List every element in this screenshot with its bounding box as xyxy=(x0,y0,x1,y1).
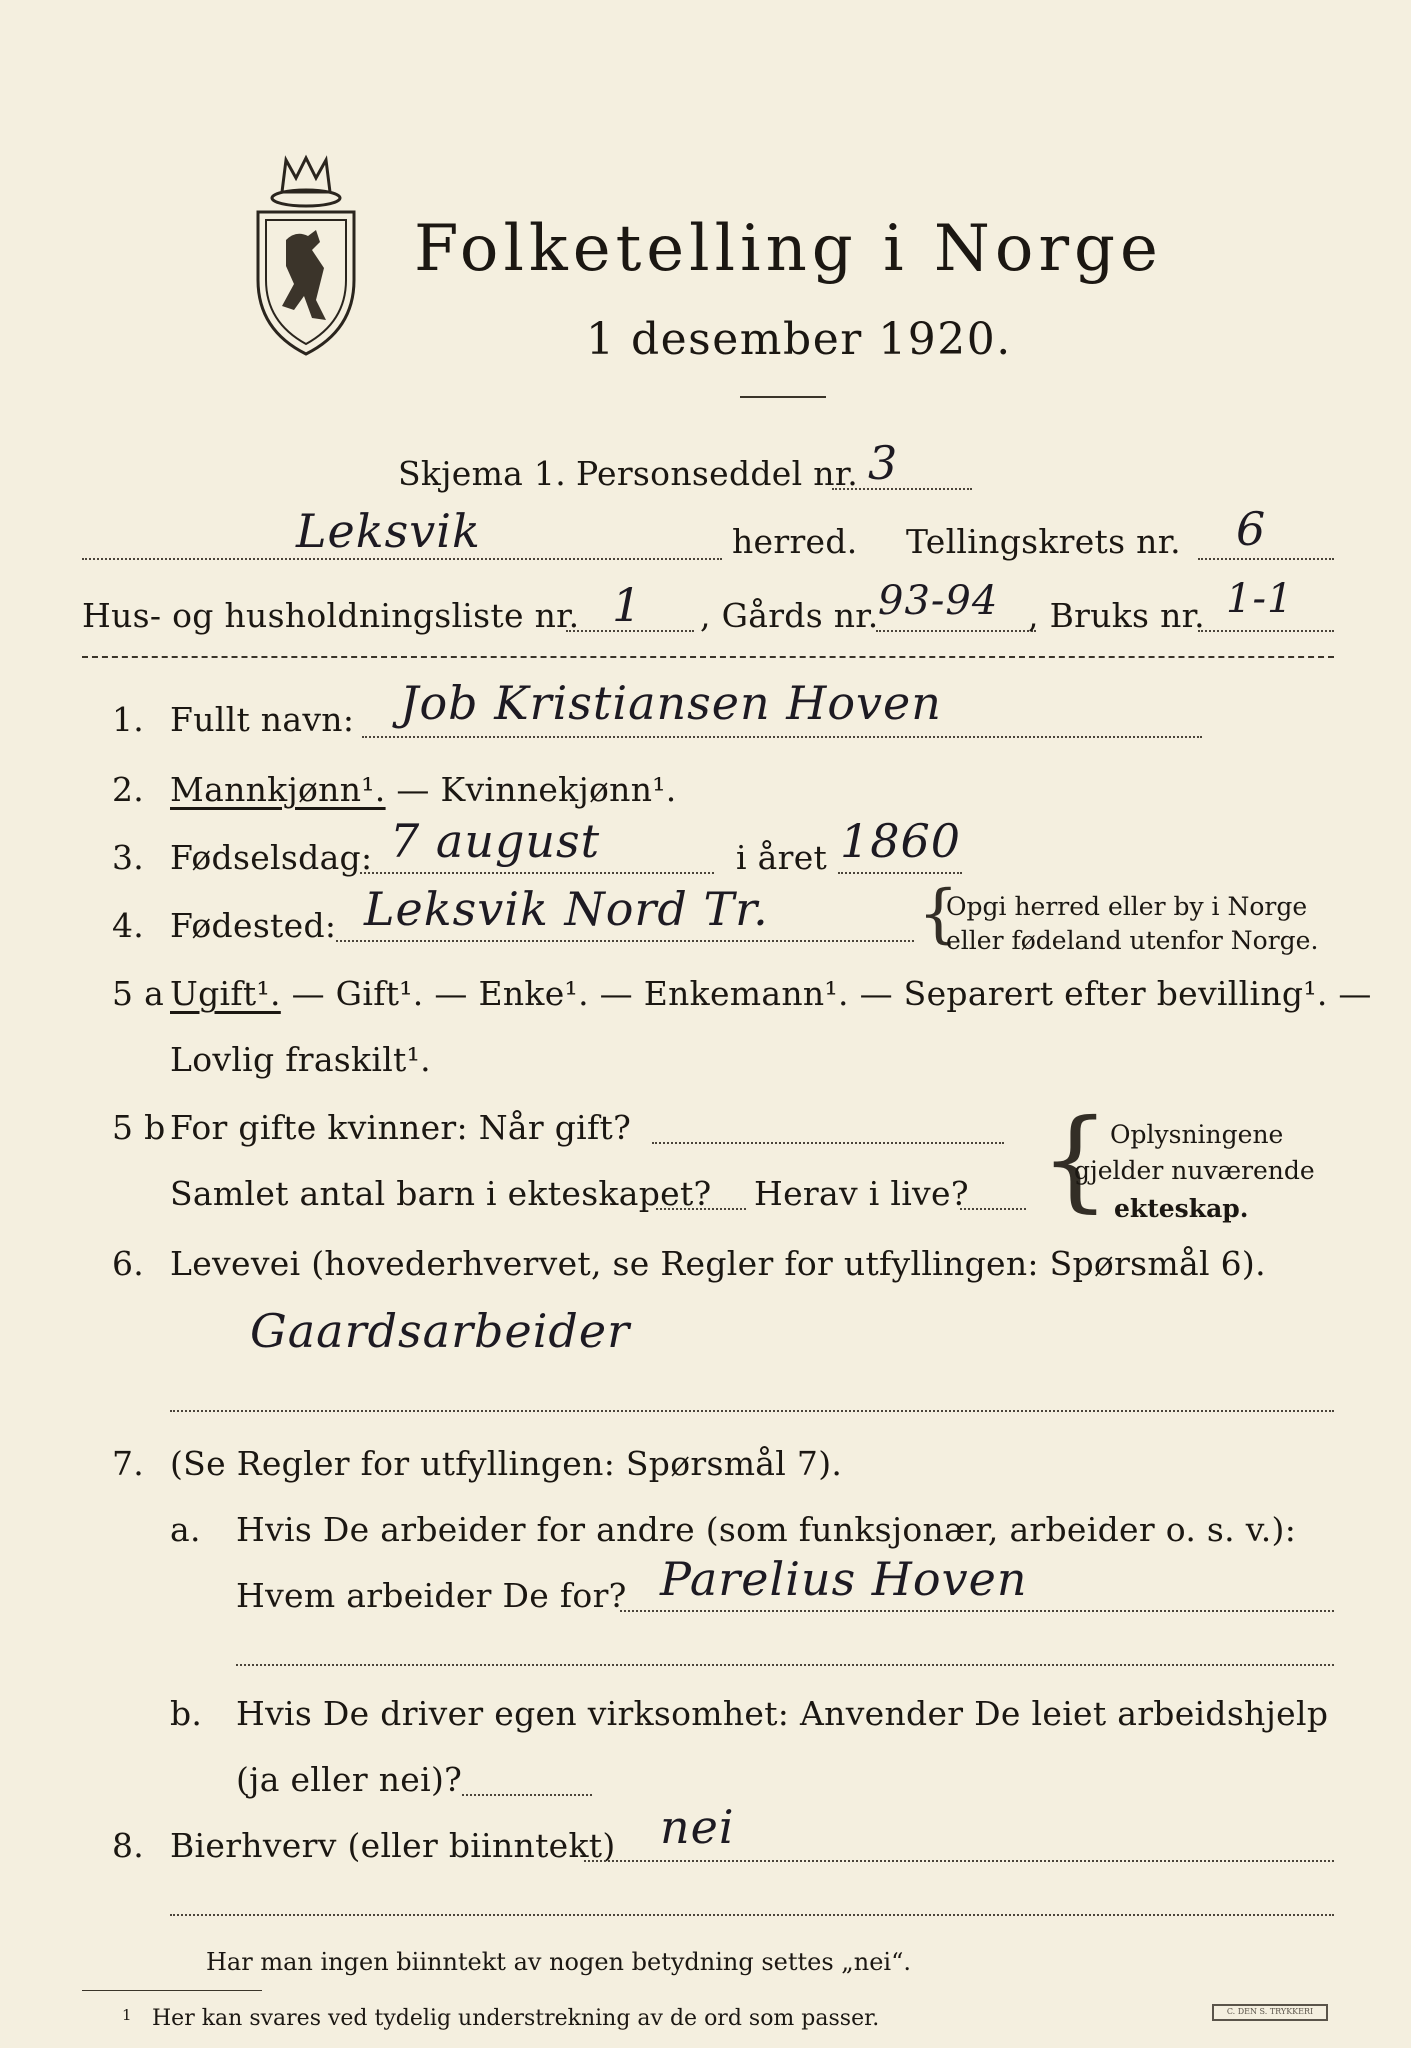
bruks-label: , Bruks nr. xyxy=(1028,596,1205,635)
employer-line-2 xyxy=(236,1664,1334,1666)
q5a-number: 5 a xyxy=(112,974,165,1013)
employer-line xyxy=(620,1610,1334,1612)
q8-number: 8. xyxy=(112,1826,145,1865)
q5b-note3: ekteskap. xyxy=(1114,1194,1249,1223)
herred-line xyxy=(82,558,722,560)
occupation-field[interactable]: Gaardsarbeider xyxy=(250,1304,631,1358)
married-when-line[interactable] xyxy=(652,1142,1004,1144)
personseddel-number-field[interactable]: 3 xyxy=(868,436,899,490)
q7-label: (Se Regler for utfyllingen: Spørsmål 7). xyxy=(170,1444,843,1483)
q4-line xyxy=(336,940,914,942)
tellingskrets-label: Tellingskrets nr. xyxy=(906,522,1181,561)
ugift-option[interactable]: Ugift¹. xyxy=(170,974,281,1013)
q6-label: Levevei (hovederhvervet, se Regler for utfyllingen: Spørsmål 6). xyxy=(170,1244,1266,1283)
q3-year-label: i året xyxy=(736,838,828,877)
female-option[interactable]: Kvinnekjønn¹. xyxy=(440,770,677,809)
q2-number: 2. xyxy=(112,770,145,809)
q5b-number: 5 b xyxy=(112,1108,166,1147)
lovlig-fraskilt-option[interactable]: Lovlig fraskilt¹. xyxy=(170,1040,431,1079)
printer-stamp: C. DEN S. TRYKKERI xyxy=(1212,2004,1328,2021)
gards-label: , Gårds nr. xyxy=(700,596,879,635)
footnote-text: Her kan svares ved tydelig understrekning av de ord som passer. xyxy=(152,2006,880,2031)
children-alive-line[interactable] xyxy=(960,1208,1026,1210)
tellingskrets-line xyxy=(1198,558,1334,560)
census-date: 1 desember 1920. xyxy=(586,314,1012,365)
q8-line xyxy=(584,1860,1334,1862)
tellingskrets-field[interactable]: 6 xyxy=(1236,502,1267,556)
q7a-letter: a. xyxy=(170,1510,201,1549)
footnote-rule xyxy=(82,1990,262,1991)
q4-brace: { xyxy=(918,877,959,951)
birthplace-field[interactable]: Leksvik Nord Tr. xyxy=(364,882,769,936)
full-name-field[interactable]: Job Kristiansen Hoven xyxy=(400,676,942,730)
male-option[interactable]: Mannkjønn¹. xyxy=(170,770,386,809)
q8-label: Bierhverv (eller biinntekt) xyxy=(170,1826,616,1865)
q3-label: Fødselsdag: xyxy=(170,838,373,877)
q4-note-line1: Opgi herred eller by i Norge xyxy=(946,892,1308,921)
husholdning-label: Hus- og husholdningsliste nr. xyxy=(82,596,580,635)
marital-other-options[interactable]: — Gift¹. — Enke¹. — Enkemann¹. — Separert efter bevilling¹. — xyxy=(280,974,1372,1013)
title-divider xyxy=(740,396,826,398)
q5a-options xyxy=(170,974,1372,1013)
q7a-line2: Hvem arbeider De for? xyxy=(236,1576,627,1615)
schema-label: Skjema 1. xyxy=(398,454,567,493)
herred-label: herred. xyxy=(732,522,858,561)
q5b-label-children: Samlet antal barn i ekteskapet? xyxy=(170,1174,712,1213)
footnote-mark: 1 xyxy=(122,2006,132,2024)
q4-note-line2: eller fødeland utenfor Norge. xyxy=(946,926,1319,955)
q7b-letter: b. xyxy=(170,1694,203,1733)
q3-number: 3. xyxy=(112,838,145,877)
q2-separator: — xyxy=(385,770,441,809)
q1-number: 1. xyxy=(112,700,145,739)
header-separator xyxy=(82,656,1334,658)
hired-help-line[interactable] xyxy=(462,1794,592,1796)
bruks-field[interactable]: 1-1 xyxy=(1226,576,1294,622)
q7a-line1: Hvis De arbeider for andre (som funksjonær, arbeider o. s. v.): xyxy=(236,1510,1297,1549)
gards-line xyxy=(876,630,1036,632)
q6-number: 6. xyxy=(112,1244,145,1283)
q5b-note1: Oplysningene xyxy=(1110,1120,1284,1149)
q5b-label-alive: Herav i live? xyxy=(754,1174,969,1213)
q7b-line1: Hvis De driver egen virksomhet: Anvender De leiet arbeidshjelp xyxy=(236,1694,1329,1733)
personseddel-line xyxy=(832,488,972,490)
q1-line xyxy=(362,736,1202,738)
q2-options xyxy=(170,770,677,809)
q7-number: 7. xyxy=(112,1444,145,1483)
herred-field[interactable]: Leksvik xyxy=(296,504,481,558)
husholdning-field[interactable]: 1 xyxy=(612,578,643,632)
q5b-label-married: For gifte kvinner: Når gift? xyxy=(170,1108,632,1147)
footer-note: Har man ingen biinntekt av nogen betydning settes „nei“. xyxy=(206,1948,911,1976)
q3-day-line xyxy=(360,872,714,874)
q1-label: Fullt navn: xyxy=(170,700,355,739)
q5b-note2: gjelder nuværende xyxy=(1074,1156,1315,1185)
form-title: Folketelling i Norge xyxy=(414,212,1163,286)
q5b-brace: { xyxy=(1040,1095,1110,1223)
q7b-line2: (ja eller nei)? xyxy=(236,1760,463,1799)
q4-number: 4. xyxy=(112,906,145,945)
birth-year-field[interactable]: 1860 xyxy=(840,814,962,868)
q4-label: Fødested: xyxy=(170,906,337,945)
norwegian-coat-of-arms-icon xyxy=(246,150,366,360)
gards-field[interactable]: 93-94 xyxy=(878,578,999,624)
bruks-line xyxy=(1198,630,1334,632)
children-total-line[interactable] xyxy=(656,1208,746,1210)
birth-day-field[interactable]: 7 august xyxy=(390,814,601,868)
side-income-field[interactable]: nei xyxy=(660,1800,735,1854)
q8-line-2 xyxy=(170,1914,1334,1916)
q6-line xyxy=(170,1410,1334,1412)
personseddel-label: Personseddel nr. xyxy=(576,454,859,493)
q3-year-line xyxy=(838,872,962,874)
employer-field[interactable]: Parelius Hoven xyxy=(660,1552,1028,1606)
